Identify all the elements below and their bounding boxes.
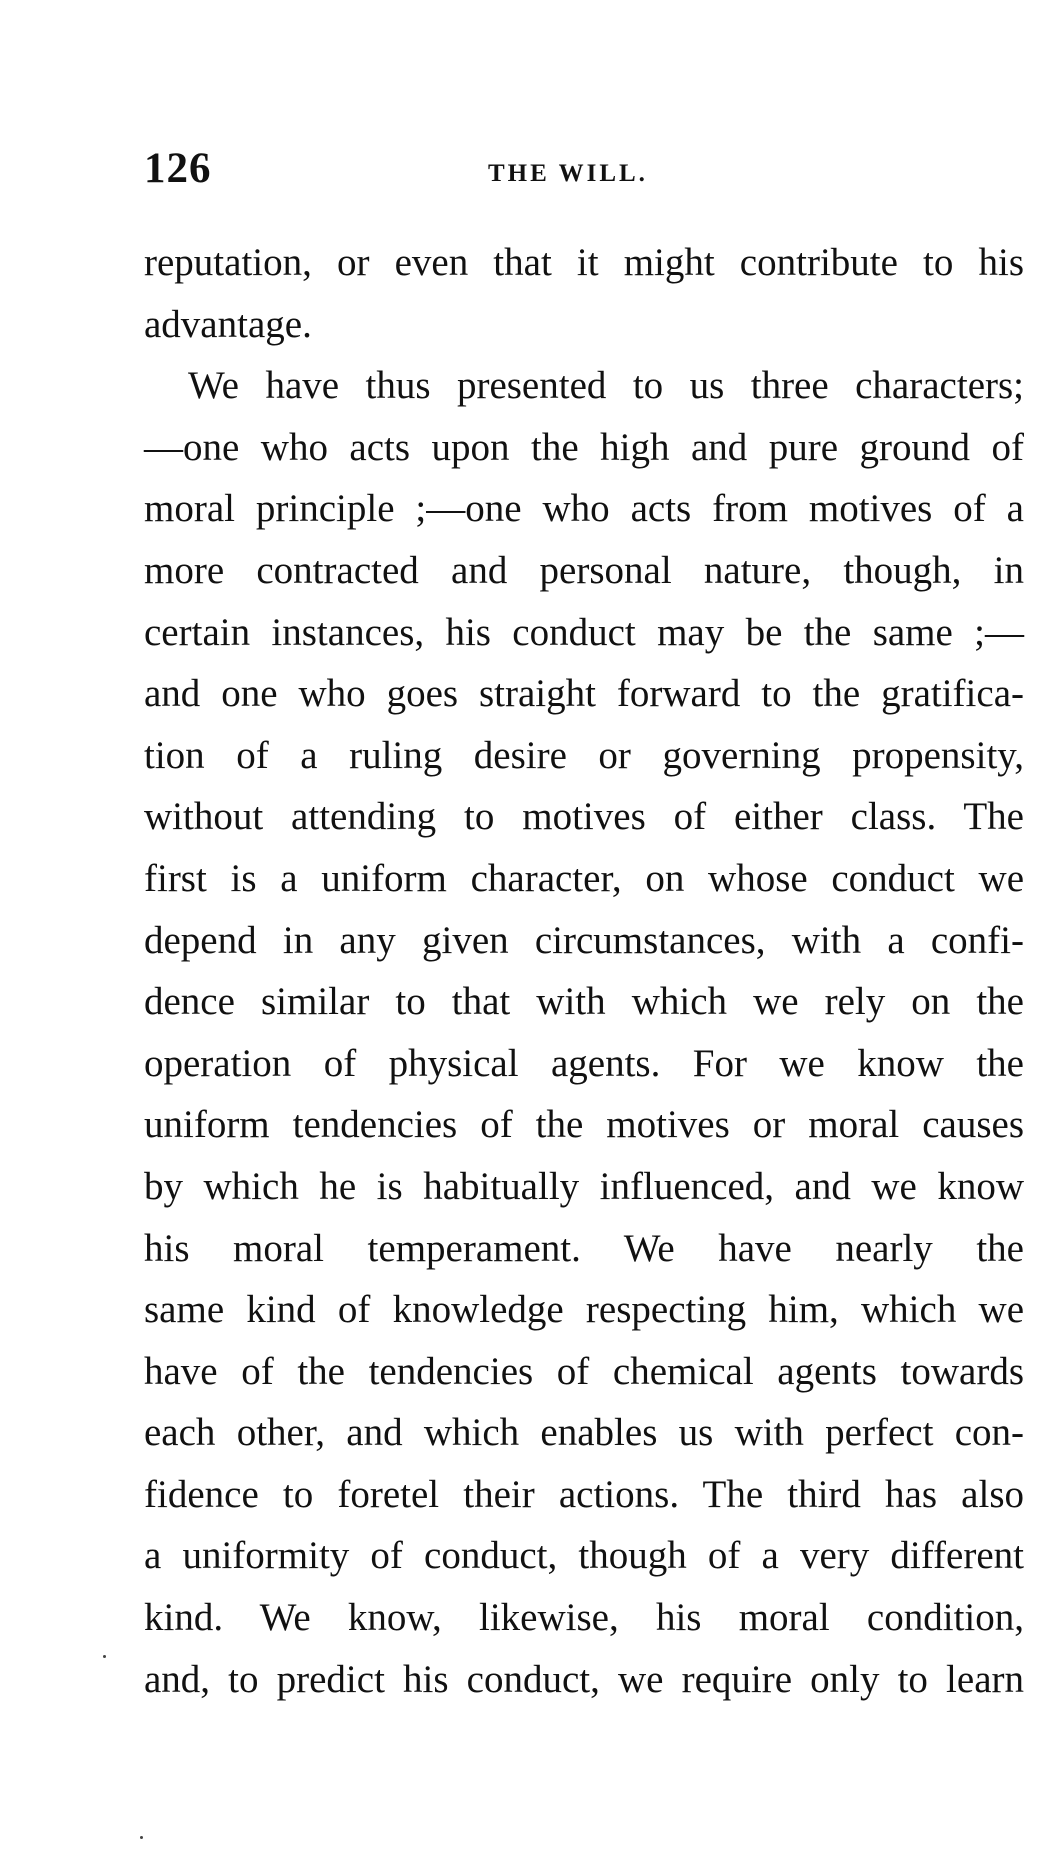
text-line: reputation, or even that it might contribute to his — [144, 241, 1024, 284]
text-line: a uniformity of conduct, though of a very different — [144, 1534, 1024, 1578]
page-number: 126 — [144, 145, 212, 192]
text-line: have of the tendencies of chemical agents towards — [144, 1349, 1024, 1393]
text-line: by which he is habitually influenced, and we know — [144, 1164, 1024, 1208]
text-line: fidence to foretel their actions. The third has also — [144, 1472, 1024, 1516]
body-text — [144, 232, 1024, 1710]
text-line: tion of a ruling desire or governing propensity, — [144, 733, 1024, 777]
paragraph-first-line: We have thus presented to us three characters; — [188, 364, 1024, 408]
running-title: THE WILL. — [488, 160, 648, 187]
text-line: his moral temperament. We have nearly the — [144, 1226, 1024, 1270]
text-line: depend in any given circumstances, with a confi- — [144, 918, 1024, 962]
text-line: —one who acts upon the high and pure ground of — [144, 425, 1024, 469]
text-line: kind. We know, likewise, his moral condition, — [144, 1596, 1024, 1640]
text-line: each other, and which enables us with perfect con- — [144, 1411, 1024, 1455]
running-head — [144, 144, 1024, 204]
text-line: and one who goes straight forward to the gratifica- — [144, 672, 1024, 716]
paper-speck — [140, 1836, 143, 1839]
text-line: moral principle ;—one who acts from motives of a — [144, 487, 1024, 531]
text-line: first is a uniform character, on whose conduct we — [144, 856, 1024, 900]
text-line: advantage. — [144, 302, 312, 346]
text-line: and, to predict his conduct, we require only to learn — [144, 1657, 1024, 1701]
text-line: without attending to motives of either class. The — [144, 795, 1024, 839]
text-line: uniform tendencies of the motives or moral causes — [144, 1103, 1024, 1147]
text-line: certain instances, his conduct may be the same ;— — [144, 610, 1024, 654]
paper-speck — [103, 1655, 106, 1658]
text-line: more contracted and personal nature, though, in — [144, 548, 1024, 592]
text-line: same kind of knowledge respecting him, which we — [144, 1288, 1024, 1332]
text-line: dence similar to that with which we rely on the — [144, 980, 1024, 1024]
text-line: operation of physical agents. For we know the — [144, 1041, 1024, 1085]
